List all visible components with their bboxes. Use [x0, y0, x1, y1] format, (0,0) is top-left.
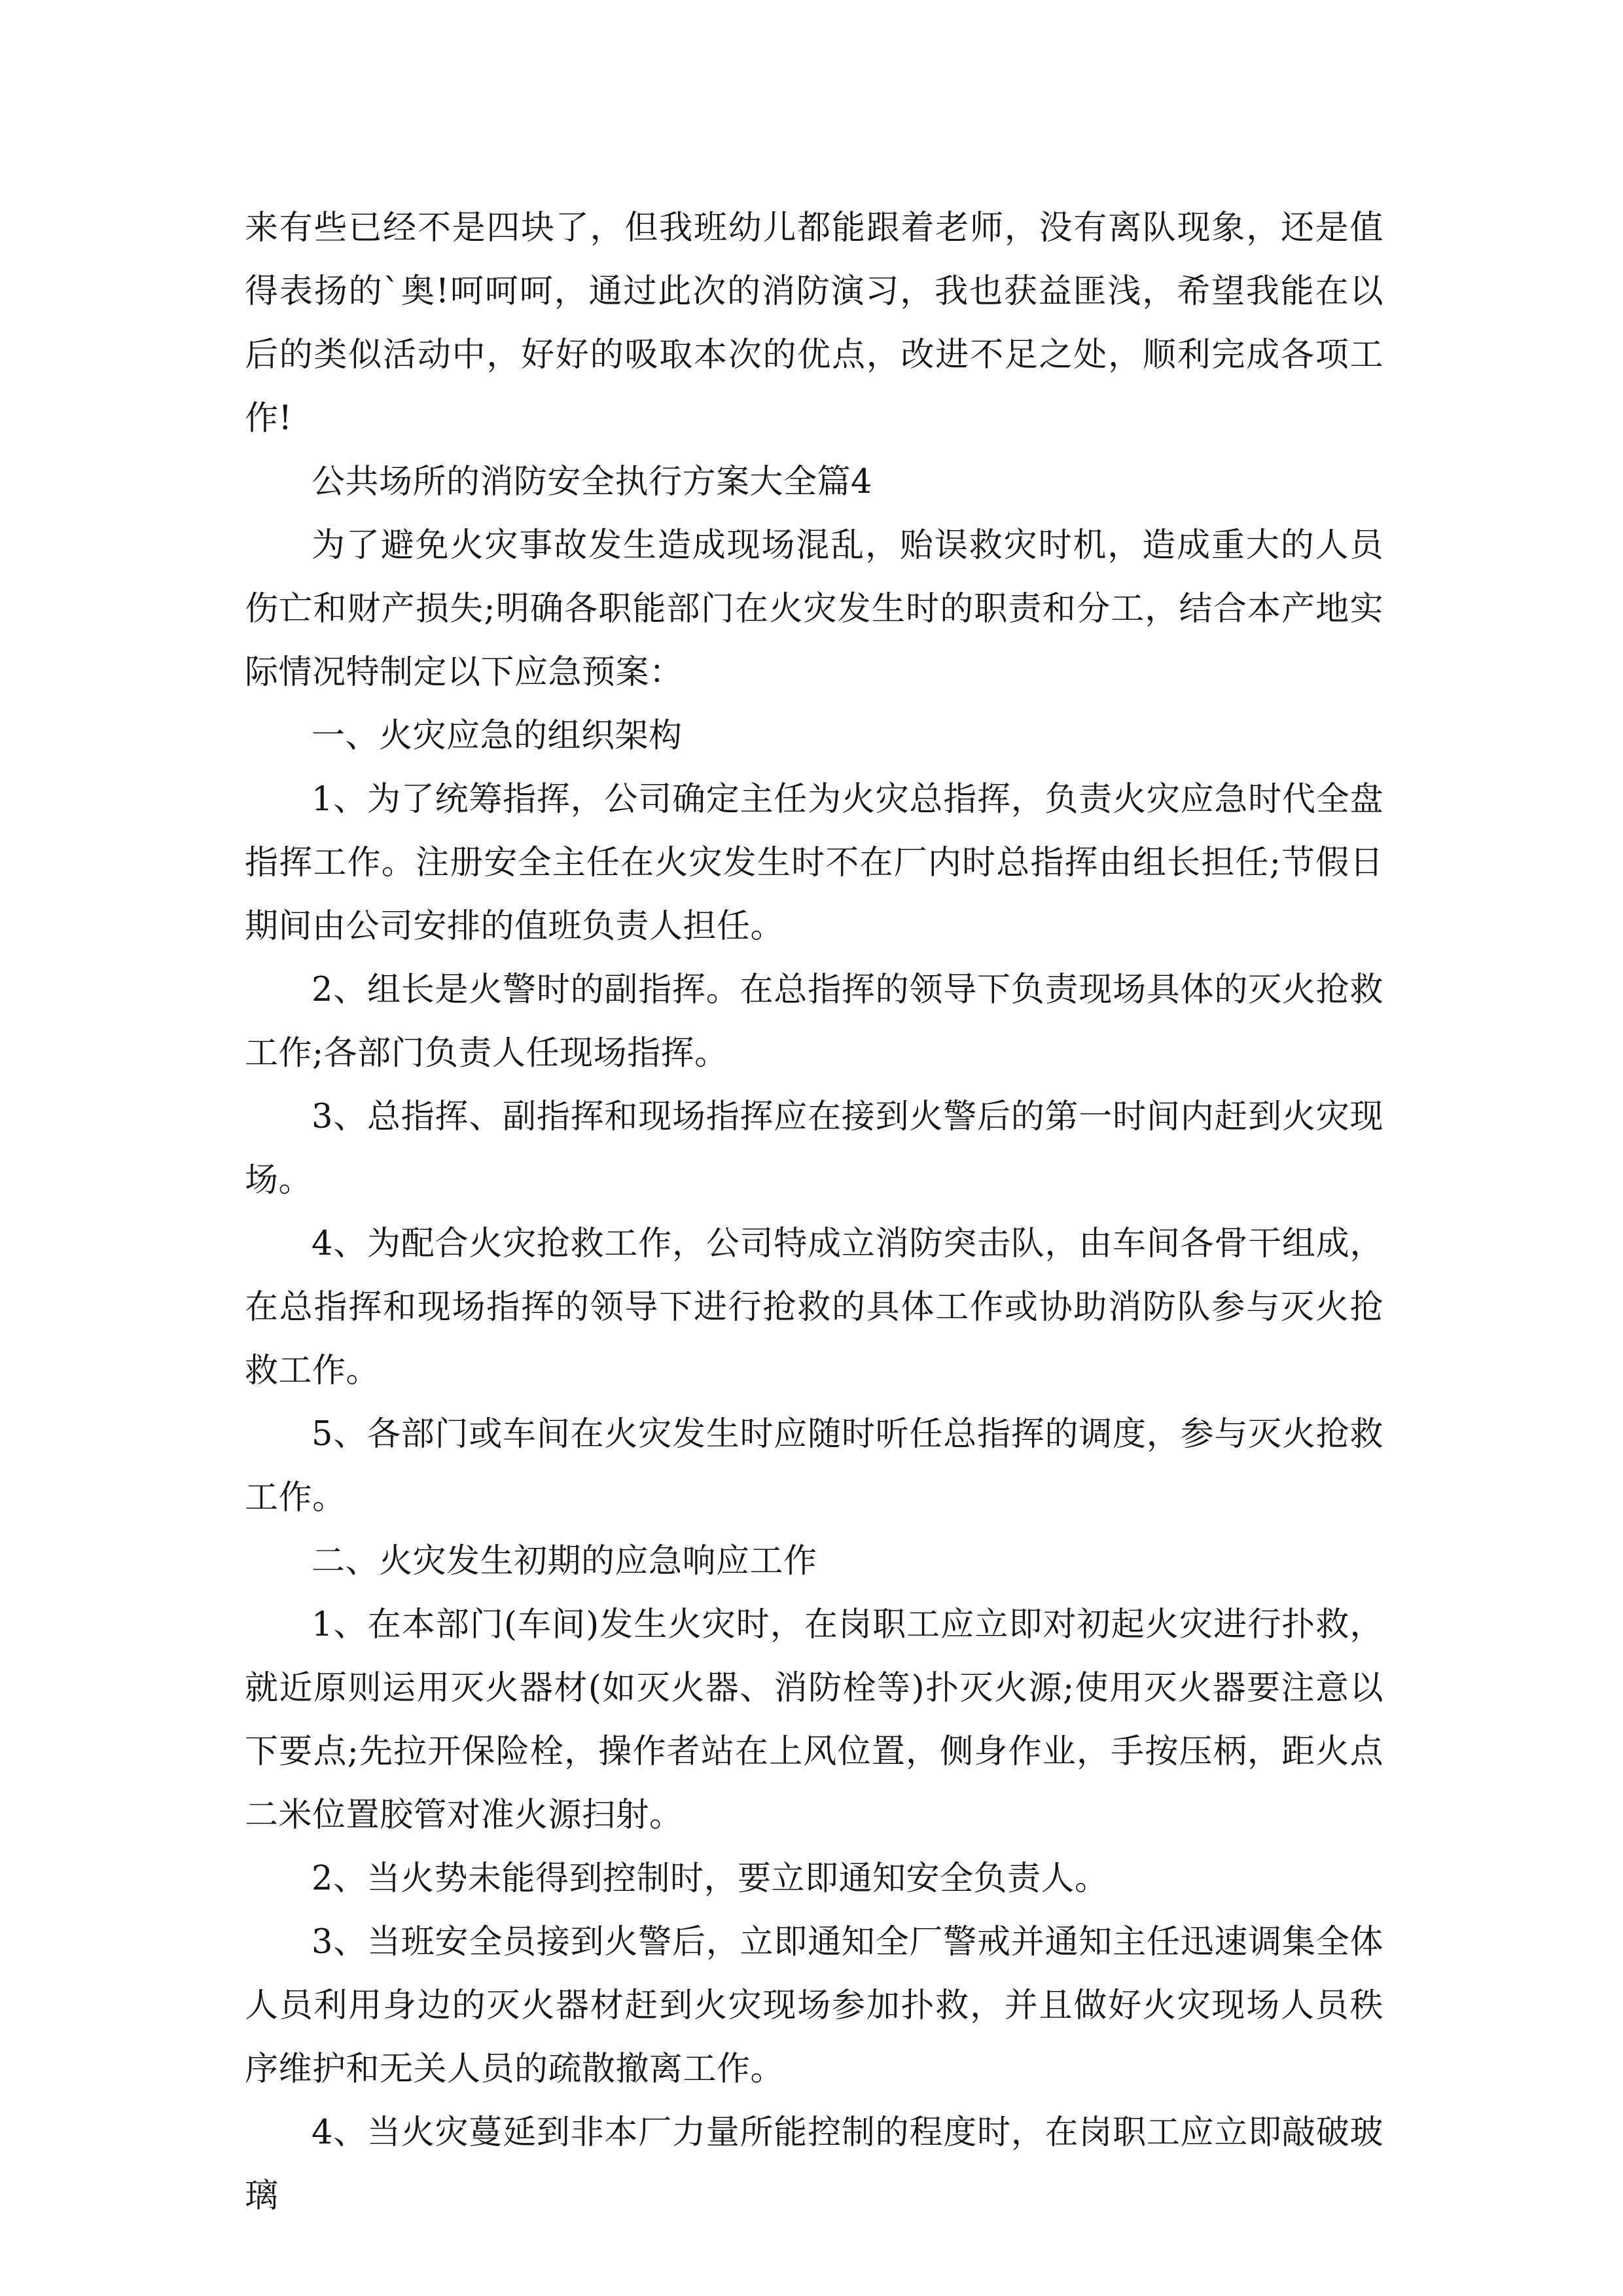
list-item-org-5: 5、各部门或车间在火灾发生时应随时听任总指挥的调度，参与灭火抢救工作。: [245, 1415, 1383, 1517]
list-item-org-3: 3、总指挥、副指挥和现场指挥应在接到火警后的第一时间内赶到火灾现场。: [245, 1098, 1383, 1200]
list-item-org-4: 4、为配合火灾抢救工作，公司特成立消防突击队，由车间各骨干组成，在总指挥和现场指挥的领导下进行抢救的具体工作或协助消防队参与灭火抢救工作。: [245, 1225, 1383, 1390]
list-item-org-2: 2、组长是火警时的副指挥。在总指挥的领导下负责现场具体的灭火抢救工作;各部门负责人任现场指挥。: [245, 971, 1383, 1073]
list-item-response-1: 1、在本部门(车间)发生火灾时，在岗职工应立即对初起火灾进行扑救，就近原则运用灭火器材(如灭火器、消防栓等)扑灭火源;使用灭火器要注意以下要点;先拉开保险栓，操作者站在上风位置，侧身作业，手按压柄，距火点二米位置胶管对准火源扫射。: [245, 1605, 1383, 1835]
heading-organization: 一、火灾应急的组织架构: [312, 717, 683, 755]
list-item-response-3: 3、当班安全员接到火警后，立即通知全厂警戒并通知主任迅速调集全体人员利用身边的灭火器材赶到火灾现场参加扑救，并且做好火灾现场人员秩序维护和无关人员的疏散撤离工作。: [245, 1923, 1383, 2089]
list-item-org-1: 1、为了统筹指挥，公司确定主任为火灾总指挥，负责火灾应急时代全盘指挥工作。注册安全主任在火灾发生时不在厂内时总指挥由组长担任;节假日期间由公司安排的值班负责人担任。: [245, 780, 1383, 946]
paragraph-continuation: 来有些已经不是四块了，但我班幼儿都能跟着老师，没有离队现象，还是值得表扬的`奥!呵呵呵，通过此次的消防演习，我也获益匪浅，希望我能在以后的类似活动中，好好的吸取本次的优点，改进不足之处，顺利完成各项工作!: [245, 209, 1383, 438]
list-item-response-4: 4、当火灾蔓延到非本厂力量所能控制的程度时，在岗职工应立即敲破玻璃: [245, 2113, 1383, 2215]
intro-paragraph: 为了避免火灾事故发生造成现场混乱，贻误救灾时机，造成重大的人员伤亡和财产损失;明确各职能部门在火灾发生时的职责和分工，结合本产地实际情况特制定以下应急预案：: [245, 526, 1383, 692]
document-body: [245, 196, 1383, 2228]
heading-initial-response: 二、火灾发生初期的应急响应工作: [312, 1542, 817, 1581]
section-title: 公共场所的消防安全执行方案大全篇4: [312, 463, 872, 501]
list-item-response-2: 2、当火势未能得到控制时，要立即通知安全负责人。: [312, 1859, 1109, 1898]
